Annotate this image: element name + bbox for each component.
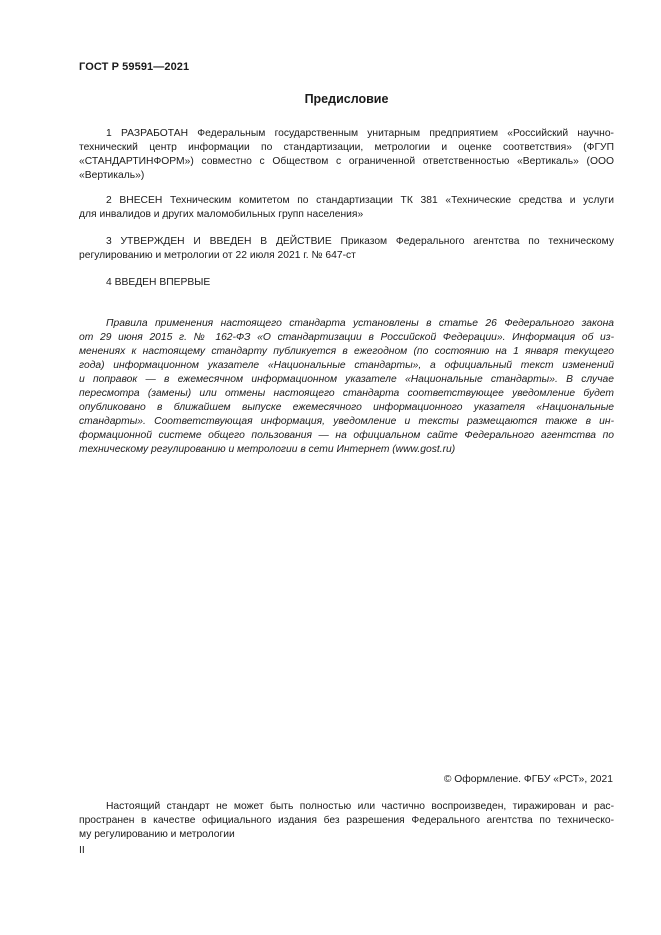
reproduction-notice-line: Настоящий стандарт не может быть полностью или частично воспроизведен, тиражирован и рас- (106, 801, 614, 812)
rules-note-line: техническому регулированию и метрологии в сети Интернет (www.gost.ru) (79, 444, 456, 455)
rules-note (79, 317, 614, 457)
reproduction-notice (79, 800, 614, 842)
rules-note-line: года) информационном указателе «Национальные стандарты», а официальный текст изменений (79, 360, 614, 371)
foreword-item-2-line: для инвалидов и других маломобильных групп населения» (79, 209, 364, 220)
rules-note-line: пересмотра (замены) или отмены настоящего стандарта соответствующее уведомление будет (79, 388, 614, 399)
foreword-item-1-line: технический центр информации по стандартизации, метрологии и оценке соответствия» (ФГУП (79, 142, 614, 153)
rules-note-line: формационной системе общего пользования — на официальном сайте Федерального агентства по (79, 430, 614, 441)
page-title: Предисловие (304, 92, 389, 106)
copyright-notice: © Оформление. ФГБУ «РСТ», 2021 (443, 774, 613, 785)
foreword-item-1-line: «СТАНДАРТИНФОРМ») совместно с Обществом с ограниченной ответственностью «Вертикаль» (ООО (79, 156, 614, 167)
foreword-item-4-line: 4 ВВЕДЕН ВПЕРВЫЕ (106, 277, 211, 288)
standard-code: ГОСТ Р 59591—2021 (79, 61, 190, 73)
rules-note-line: опубликовано в ближайшем выпуске ежемесячного информационного указателя «Национальные (79, 402, 614, 413)
rules-note-line: от 29 июня 2015 г. № 162-ФЗ «О стандартизации в Российской Федерации». Информация об из- (79, 332, 614, 343)
page-number: II (79, 845, 85, 856)
rules-note-line: и поправок — в ежемесячном информационном указателе «Национальные стандарты». В случае (79, 374, 614, 385)
foreword-item-1-line: 1 РАЗРАБОТАН Федеральным государственным унитарным предприятием «Российский научно- (106, 128, 614, 139)
foreword-item-2 (79, 194, 614, 222)
rules-note-line: менениях к настоящему стандарту публикуется в ежегодном (по состоянию на 1 января текущего (79, 346, 614, 357)
foreword-item-1 (79, 127, 614, 183)
rules-note-line: стандарты». Соответствующая информация, уведомление и тексты размещаются также в ин- (79, 416, 614, 427)
foreword-item-1-line: «Вертикаль») (79, 170, 145, 181)
foreword-item-4 (79, 276, 614, 290)
foreword-item-3-line: регулированию и метрологии от 22 июля 2021 г. № 647-ст (79, 250, 356, 261)
foreword-item-2-line: 2 ВНЕСЕН Техническим комитетом по стандартизации ТК 381 «Технические средства и услуги (106, 195, 614, 206)
rules-note-line: Правила применения настоящего стандарта установлены в статье 26 Федерального закона (106, 318, 614, 329)
reproduction-notice-line: пространен в качестве официального издания без разрешения Федерального агентства по техническо- (79, 815, 614, 826)
foreword-item-3 (79, 235, 614, 263)
foreword-item-3-line: 3 УТВЕРЖДЕН И ВВЕДЕН В ДЕЙСТВИЕ Приказом Федерального агентства по техническому (106, 236, 614, 247)
reproduction-notice-line: му регулированию и метрологии (79, 829, 235, 840)
